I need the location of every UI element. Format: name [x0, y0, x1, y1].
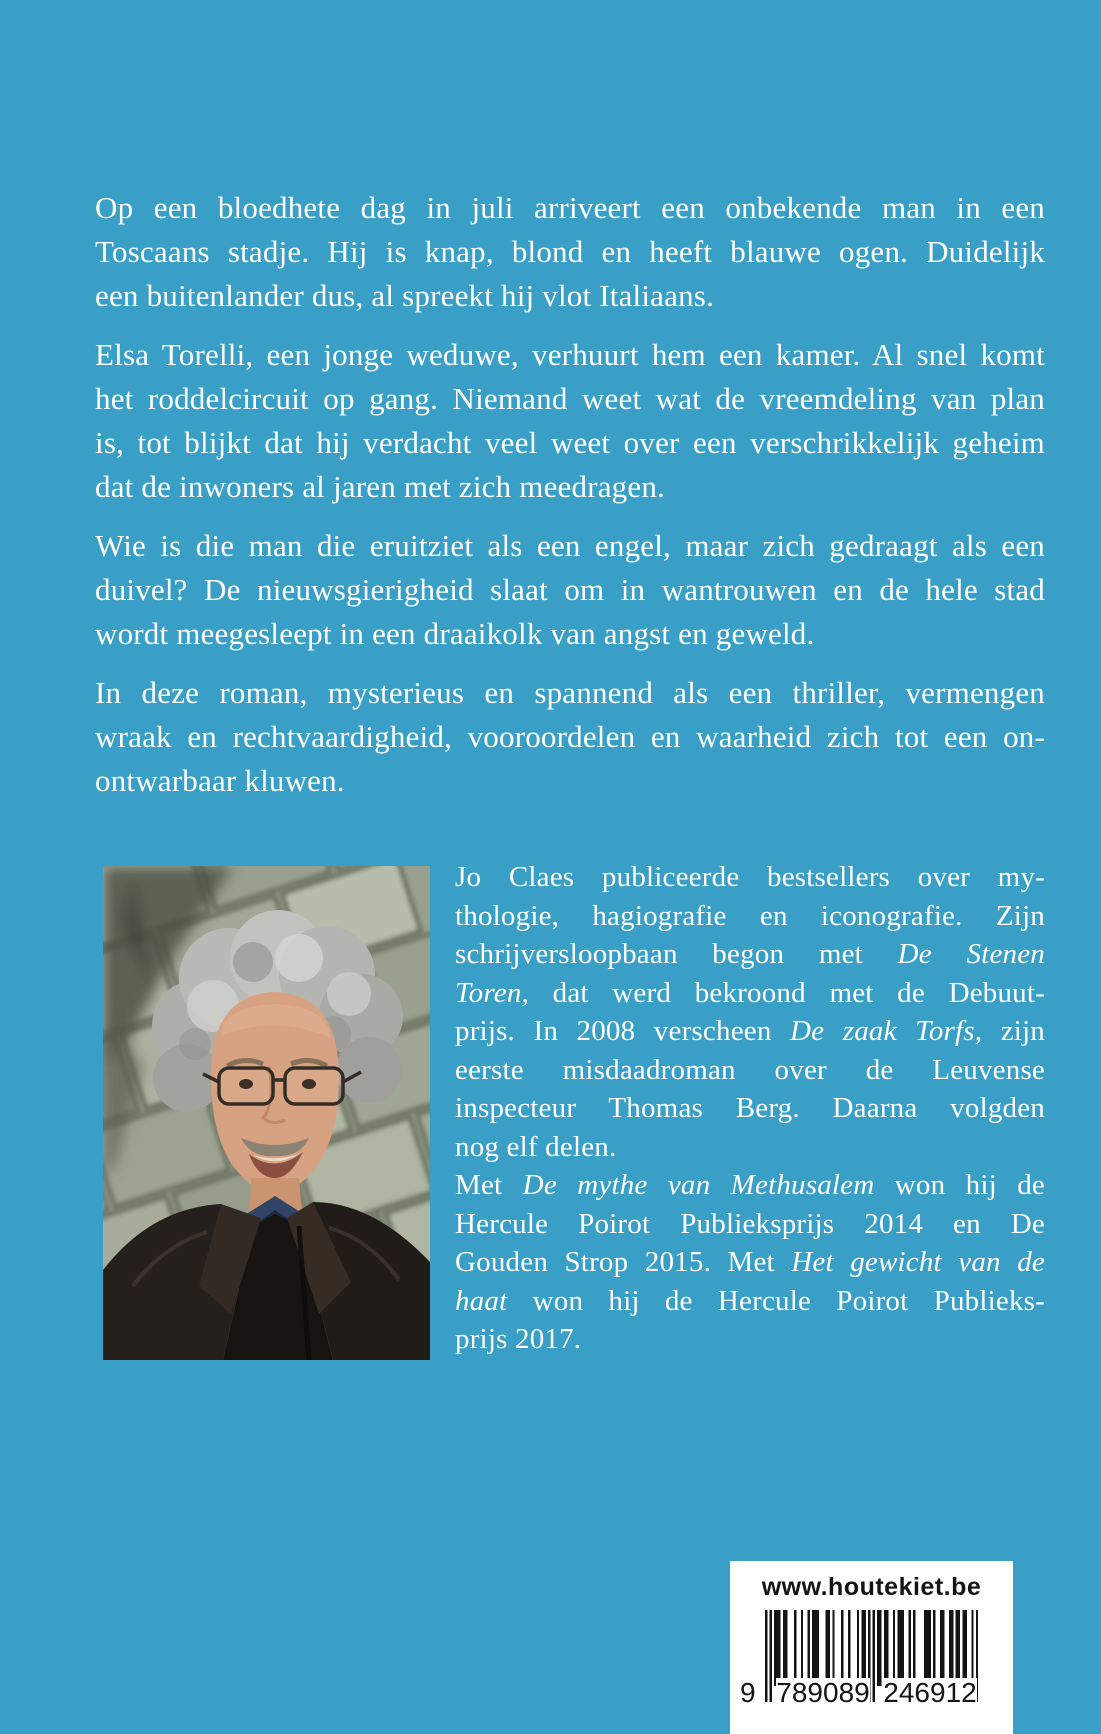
blurb-line: duivel? De nieuwsgierigheid slaat om in wantrouwen en de hele stad	[95, 572, 1045, 607]
author-jacket	[103, 1202, 430, 1360]
blurb-line: Wie is die man die eruitziet als een engel, maar zich gedraagt als een	[95, 528, 1045, 563]
blurb-line: Op een bloedhete dag in juli arriveert een onbekende man in een	[95, 190, 1045, 225]
isbn-box	[730, 1561, 1013, 1734]
barcode-digits-left: 789089	[776, 1677, 870, 1708]
bio-text: eerste misdaadroman over de Leuvense	[455, 1053, 1045, 1086]
bio-line	[455, 1282, 1045, 1321]
bio-line	[455, 858, 1045, 897]
bio-line	[455, 1166, 1045, 1205]
bio-text: Jo Claes publiceerde bestsellers over my-	[455, 861, 1045, 893]
publisher-website: www.houtekiet.be	[761, 1573, 982, 1601]
author-bio	[455, 858, 1045, 1359]
barcode-digits-right: 246912	[883, 1677, 977, 1708]
bio-line	[455, 897, 1045, 936]
bio-line	[455, 1012, 1045, 1051]
bio-line	[455, 1089, 1045, 1128]
bio-line	[455, 1320, 1045, 1359]
bio-text: schrijversloopbaan begon met	[455, 938, 898, 970]
bio-line	[455, 1051, 1045, 1090]
bio-text: dat werd bekroond met de Debuut-	[529, 976, 1045, 1009]
blurb-line: wordt meegesleept in een draaikolk van angst en geweld.	[95, 616, 815, 651]
blurb-line: ontwarbaar kluwen.	[95, 763, 345, 798]
blurb-line: is, tot blijkt dat hij verdacht veel weet over een verschrikkelijk geheim	[95, 425, 1045, 460]
barcode-digit-lead: 9	[740, 1677, 756, 1708]
bio-text: Hercule Poirot Publieksprijs 2014 en De	[455, 1207, 1045, 1240]
bio-line	[455, 974, 1045, 1013]
bio-text: thologie, hagiografie en iconografie. Zijn	[455, 899, 1045, 932]
bio-line	[455, 935, 1045, 974]
blurb-line: dat de inwoners al jaren met zich meedragen.	[95, 469, 665, 504]
blurb-line: Toscaans stadje. Hij is knap, blond en heeft blauwe ogen. Duidelijk	[95, 234, 1045, 269]
bio-text: nog elf delen.	[455, 1130, 617, 1163]
blurb-line: een buitenlander dus, al spreekt hij vlot Italiaans.	[95, 278, 715, 313]
blurb-line: wraak en rechtvaardigheid, vooroordelen en waarheid zich tot een on-	[95, 719, 1045, 754]
bio-text: won hij de	[874, 1169, 1045, 1201]
bio-line	[455, 1128, 1045, 1167]
bio-text: zijn	[982, 1015, 1045, 1047]
blurb-line: het roddelcircuit op gang. Niemand weet wat de vreemdeling van plan	[95, 381, 1045, 416]
ean-barcode	[730, 1561, 1013, 1734]
bio-text: Met	[455, 1169, 523, 1201]
blurb	[95, 186, 1045, 818]
book-title: De mythe van Methusalem	[522, 1169, 875, 1201]
book-title: De Stenen	[897, 938, 1045, 970]
book-title: Het gewicht van de	[791, 1246, 1045, 1278]
blurb-paragraph	[95, 333, 1045, 509]
blurb-paragraph	[95, 671, 1045, 803]
bio-line	[455, 1205, 1045, 1244]
bio-text: Gouden Strop 2015. Met	[455, 1246, 792, 1278]
blurb-line: In deze roman, mysterieus en spannend als een thriller, vermengen	[95, 675, 1045, 710]
book-title: haat	[455, 1284, 508, 1317]
book-title: De zaak Torfs,	[790, 1015, 983, 1047]
bio-line	[455, 1243, 1045, 1282]
bio-text: prijs 2017.	[455, 1323, 582, 1355]
book-title: Toren,	[455, 976, 529, 1009]
blurb-line: Elsa Torelli, een jonge weduwe, verhuurt hem een kamer. Al snel komt	[95, 337, 1045, 372]
author-photo	[103, 866, 430, 1360]
bio-text: inspecteur Thomas Berg. Daarna volgden	[455, 1092, 1045, 1124]
bio-text: won hij de Hercule Poirot Publieks-	[507, 1284, 1045, 1317]
blurb-paragraph	[95, 524, 1045, 656]
bio-text: prijs. In 2008 verscheen	[455, 1015, 791, 1047]
blurb-paragraph	[95, 186, 1045, 318]
